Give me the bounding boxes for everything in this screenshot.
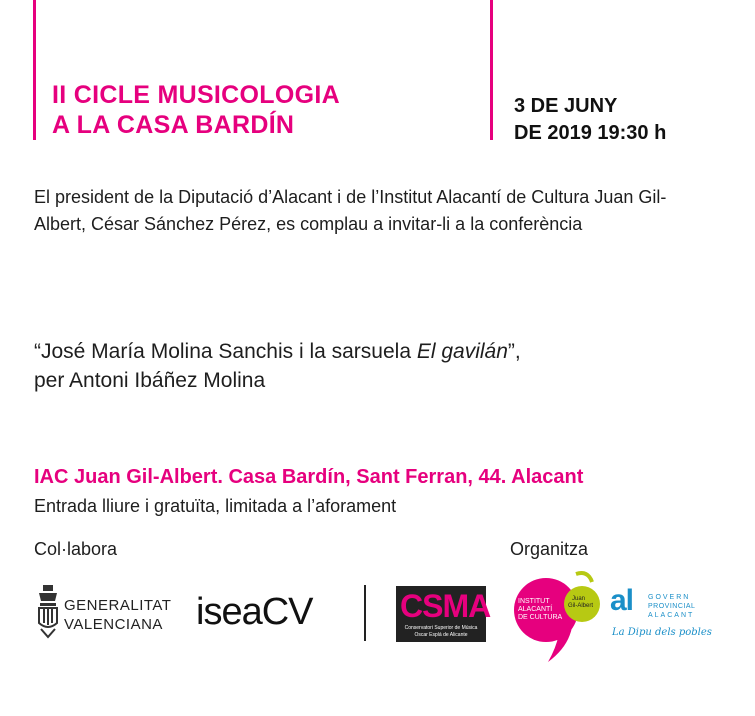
date-line-2: DE 2019 19:30 h xyxy=(514,122,667,144)
date-separator-rule xyxy=(490,0,493,140)
lecture-title-suffix: ”, xyxy=(507,340,521,363)
diputacio-line-2: PROVINCIAL xyxy=(648,603,696,610)
title-line-1: II CICLE MUSICOLOGIA xyxy=(52,81,340,109)
generalitat-valenciana-logo xyxy=(37,585,177,641)
csma-caption-2: Òscar Esplá de Alicante xyxy=(414,632,468,638)
logo-divider xyxy=(364,585,366,641)
lecture-title-italic: El gavilán xyxy=(416,340,508,363)
diputacio-logo xyxy=(610,584,712,644)
generalitat-crest-icon xyxy=(37,585,59,641)
organitza-label: Organitza xyxy=(510,539,589,559)
csma-caption-1: Conservatori Superior de Música xyxy=(404,625,478,631)
iac-line-1: INSTITUT xyxy=(518,598,550,605)
lecture-speaker: per Antoni Ibáñez Molina xyxy=(34,369,266,392)
diputacio-mark: al xyxy=(610,584,634,617)
iseacv-logo: iseaCV xyxy=(196,591,313,633)
csma-logo xyxy=(396,586,491,642)
entry-note: Entrada lliure i gratuïta, limitada a l’aforament xyxy=(34,496,397,516)
title-left-rule xyxy=(33,0,36,140)
lecture-title-prefix: “José María Molina Sanchis i la sarsuela xyxy=(34,340,417,363)
iac-line-3: DE CULTURA xyxy=(518,614,563,621)
iac-name-2: Gil-Albert xyxy=(568,603,594,609)
diputacio-line-3: ALACANT xyxy=(648,612,695,619)
collabora-label: Col·labora xyxy=(34,539,118,559)
diputacio-slogan: La Dipu dels pobles xyxy=(612,627,712,638)
iac-logo xyxy=(510,568,602,664)
diputacio-line-1: GOVERN xyxy=(648,594,691,601)
csma-mark: CSMA xyxy=(400,588,491,624)
date-line-1: 3 DE JUNY xyxy=(514,95,618,117)
venue-address: IAC Juan Gil-Albert. Casa Bardín, Sant Ferran, 44. Alacant xyxy=(34,466,584,488)
event-title xyxy=(52,80,340,140)
lecture-title xyxy=(34,337,521,395)
generalitat-line-2: VALENCIANA xyxy=(64,616,163,633)
title-line-2: A LA CASA BARDÍN xyxy=(52,111,295,139)
invitation-text: El president de la Diputació d’Alacant i de l’Institut Alacantí de Cultura Juan Gil-Albert, César Sánchez Pérez, es complau a invitar-li a la conferència xyxy=(34,187,667,234)
event-date xyxy=(514,93,666,147)
iac-name-1: Juan xyxy=(572,596,586,602)
generalitat-line-1: GENERALITAT xyxy=(64,597,172,614)
iac-line-2: ALACANTÍ xyxy=(518,606,553,613)
